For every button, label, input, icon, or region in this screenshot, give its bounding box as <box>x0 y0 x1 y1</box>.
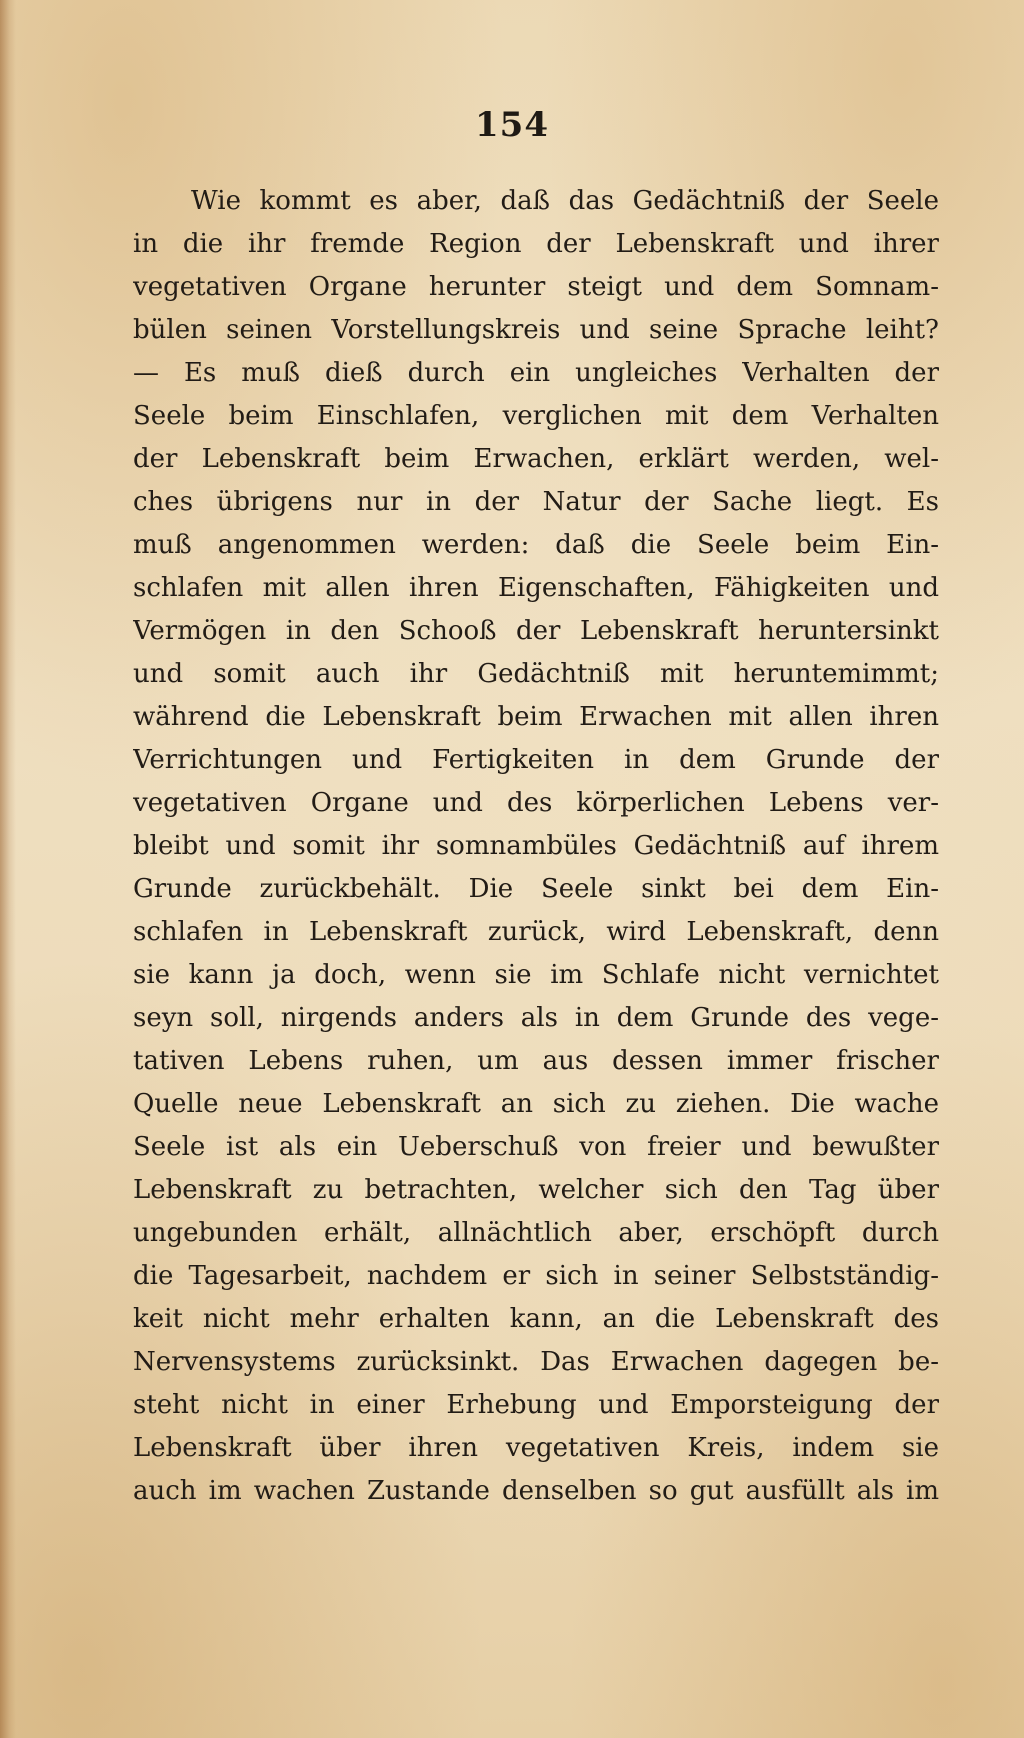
text-line: ungebunden erhält, allnächtlich aber, erschöpft durch <box>133 1218 939 1248</box>
text-line: auch im wachen Zustande denselben so gut ausfüllt als im <box>133 1476 939 1506</box>
text-line: und somit auch ihr Gedächtniß mit heruntemimmt; <box>133 659 939 689</box>
text-line: Vermögen in den Schooß der Lebenskraft heruntersinkt <box>133 616 939 646</box>
text-line: Wie kommt es aber, daß das Gedächtniß der Seele <box>191 186 939 216</box>
text-line: ches übrigens nur in der Natur der Sache liegt. Es <box>133 487 939 517</box>
text-line: muß angenommen werden: daß die Seele beim Ein- <box>133 530 939 560</box>
text-line: bleibt und somit ihr somnambüles Gedächtniß auf ihrem <box>133 831 939 861</box>
text-line: keit nicht mehr erhalten kann, an die Lebenskraft des <box>133 1304 939 1334</box>
text-line: Lebenskraft zu betrachten, welcher sich den Tag über <box>133 1175 939 1205</box>
text-line: Seele ist als ein Ueberschuß von freier und bewußter <box>133 1132 939 1162</box>
text-line: seyn soll, nirgends anders als in dem Grunde des vege- <box>133 1003 939 1033</box>
text-line: Grunde zurückbehält. Die Seele sinkt bei dem Ein- <box>133 874 939 904</box>
text-line: Seele beim Einschlafen, verglichen mit dem Verhalten <box>133 401 939 431</box>
text-line: der Lebenskraft beim Erwachen, erklärt werden, wel- <box>133 444 939 474</box>
text-line: während die Lebenskraft beim Erwachen mit allen ihren <box>133 702 939 732</box>
text-line: Verrichtungen und Fertigkeiten in dem Grunde der <box>133 745 939 775</box>
text-line: Quelle neue Lebenskraft an sich zu ziehen. Die wache <box>133 1089 939 1119</box>
text-line: vegetativen Organe herunter steigt und dem Somnam- <box>133 272 939 302</box>
text-line: schlafen in Lebenskraft zurück, wird Lebenskraft, denn <box>133 917 939 947</box>
text-line: sie kann ja doch, wenn sie im Schlafe nicht vernichtet <box>133 960 939 990</box>
text-line: Nervensystems zurücksinkt. Das Erwachen dagegen be- <box>133 1347 939 1377</box>
body-text <box>133 180 939 1513</box>
text-line: — Es muß dieß durch ein ungleiches Verhalten der <box>133 358 939 388</box>
text-line: vegetativen Organe und des körperlichen Lebens ver- <box>133 788 939 818</box>
text-line: steht nicht in einer Erhebung und Emporsteigung der <box>133 1390 939 1420</box>
text-line: schlafen mit allen ihren Eigenschaften, Fähigkeiten und <box>133 573 939 603</box>
text-line: Lebenskraft über ihren vegetativen Kreis, indem sie <box>133 1433 939 1463</box>
text-line: tativen Lebens ruhen, um aus dessen immer frischer <box>133 1046 939 1076</box>
page-number: 154 <box>475 105 549 145</box>
page-spine-shadow <box>0 0 16 1738</box>
text-line: in die ihr fremde Region der Lebenskraft und ihrer <box>133 229 939 259</box>
text-line: die Tagesarbeit, nachdem er sich in seiner Selbstständig- <box>133 1261 939 1291</box>
text-line: bülen seinen Vorstellungskreis und seine Sprache leiht? <box>133 315 939 345</box>
